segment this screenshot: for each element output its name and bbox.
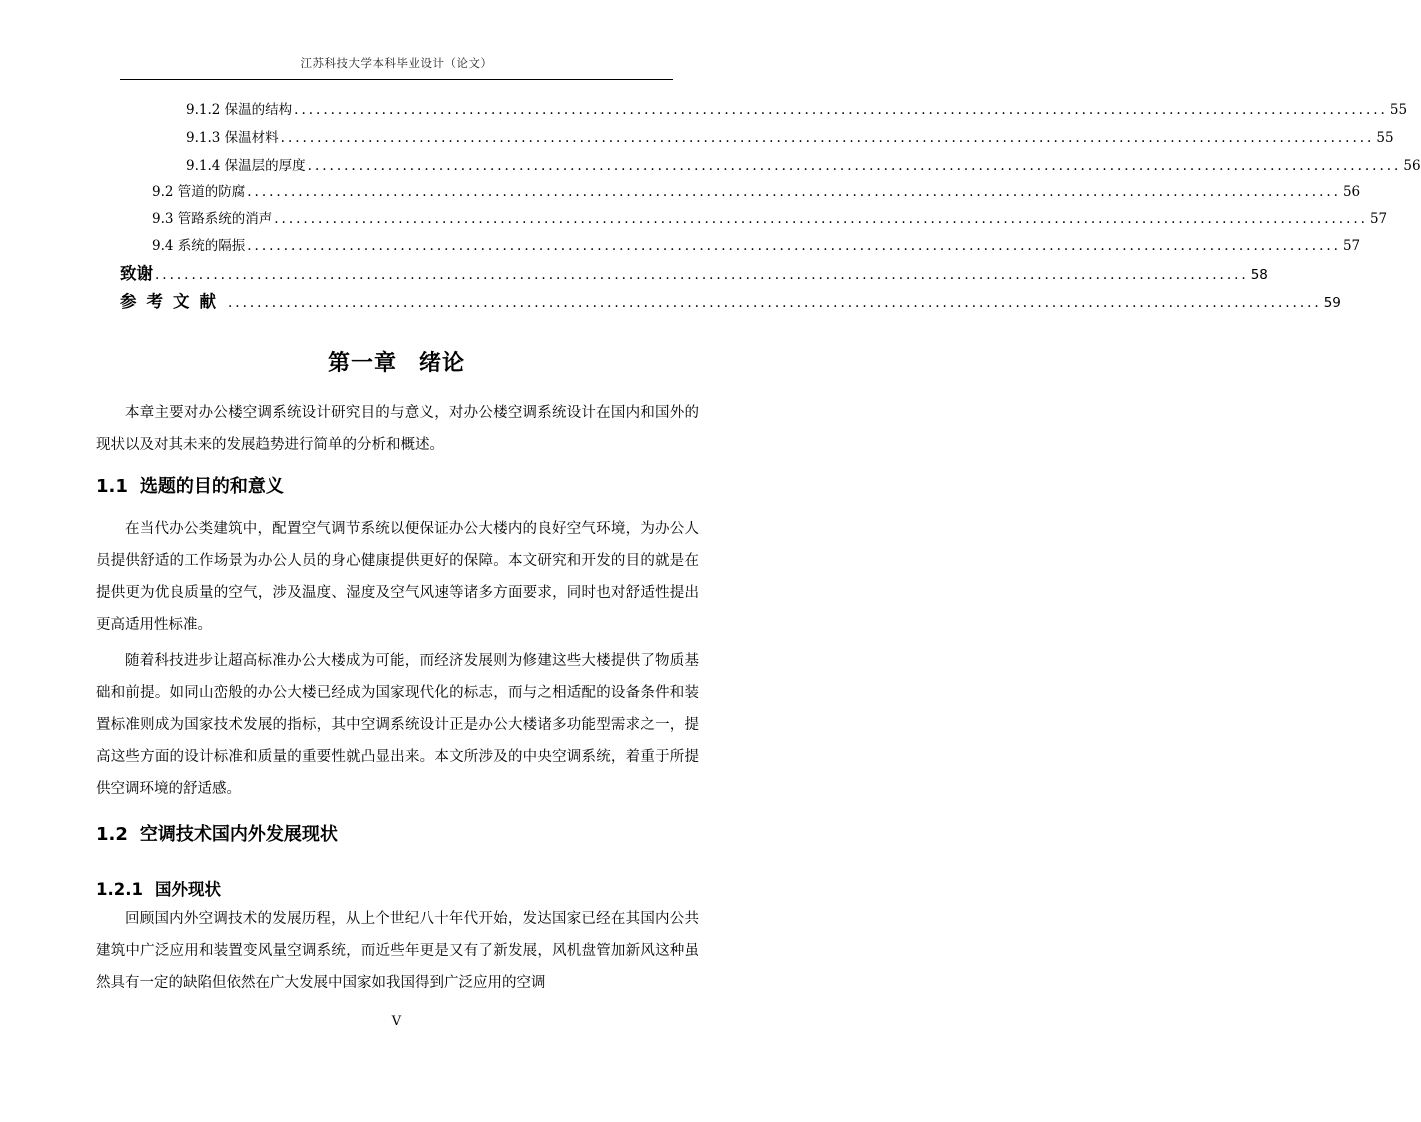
toc-entry[interactable] [186, 98, 1408, 126]
toc-entry-page: 57 [1342, 238, 1361, 254]
toc-entry-label: 9.4 系统的隔振 [152, 238, 246, 254]
toc-entry-label: 9.1.2 保温的结构 [186, 102, 293, 118]
running-header: 江苏科技大学本科毕业设计（论文） [300, 56, 493, 70]
toc-entry-label: 9.1.3 保温材料 [186, 130, 279, 146]
section-title: 空调技术国内外发展现状 [139, 824, 338, 845]
toc-entry[interactable] [186, 154, 1421, 182]
toc-dot-leader: ...................................................................................................................................................... [155, 267, 1249, 283]
toc-entry[interactable] [152, 234, 1361, 262]
page-number: V [391, 1014, 402, 1029]
subsection-title: 国外现状 [154, 880, 221, 899]
toc-entry-label: 致谢 [120, 264, 153, 283]
toc-entry-label: 参考文献 [120, 292, 226, 311]
toc-entry-page: 56 [1342, 184, 1361, 200]
toc-dot-leader: ...................................................................................................................................................... [247, 184, 1341, 200]
toc-entry-page: 59 [1323, 295, 1341, 311]
toc-entry[interactable] [152, 180, 1361, 208]
chapter-intro-paragraph: 本章主要对办公楼空调系统设计研究目的与意义，对办公楼空调系统设计在国内和国外的现状以及对其未来的发展趋势进行简单的分析和概述。 [96, 405, 699, 453]
toc-entry[interactable] [152, 207, 1388, 235]
toc-entry[interactable] [120, 288, 1341, 316]
section-number: 1.1 [96, 476, 128, 497]
body-paragraph: 回顾国内外空调技术的发展历程，从上个世纪八十年代开始，发达国家已经在其国内公共建筑中广泛应用和装置变风量空调系统，而近些年更是又有了新发展，风机盘管加新风这种虽然具有一定的缺陷但依然在广大发展中国家如我国得到广泛应用的空调 [96, 911, 699, 991]
section-heading [96, 820, 338, 846]
toc-entry-label: 9.1.4 保温层的厚度 [186, 158, 306, 174]
toc-dot-leader: ...................................................................................................................................................... [307, 158, 1402, 174]
toc-dot-leader: ...................................................................................................................................................... [280, 130, 1375, 146]
toc-entry-page: 56 [1403, 158, 1421, 174]
toc-entry-page: 55 [1389, 102, 1408, 118]
chapter-number: 第一章 [327, 351, 397, 376]
subsection-heading [96, 876, 221, 900]
section-title: 选题的目的和意义 [139, 476, 284, 497]
body-paragraph: 在当代办公类建筑中，配置空气调节系统以便保证办公大楼内的良好空气环境，为办公人员提供舒适的工作场景为办公人员的身心健康提供更好的保障。本文研究和开发的目的就是在提供更为优良质量的空气，涉及温度、湿度及空气风速等诸多方面要求，同时也对舒适性提出更高适用性标准。 [96, 521, 699, 633]
toc-dot-leader: ...................................................................................................................................................... [294, 102, 1388, 118]
toc-entry-page: 57 [1369, 211, 1388, 227]
section-heading [96, 472, 284, 498]
chapter-title [0, 346, 793, 377]
toc-entry[interactable] [120, 260, 1268, 288]
toc-entry-page: 55 [1376, 130, 1394, 146]
toc-entry-label: 9.2 管道的防腐 [152, 184, 246, 200]
chapter-name: 绪论 [419, 351, 466, 376]
toc-dot-leader: ...................................................................................................................................................... [247, 238, 1341, 254]
toc-entry[interactable] [186, 126, 1394, 154]
toc-dot-leader: ...................................................................................................................................................... [274, 211, 1368, 227]
toc-dot-leader: ...................................................................................................................................................... [228, 295, 1322, 311]
toc-entry-page: 58 [1250, 267, 1268, 283]
toc-entry-label: 9.3 管路系统的消声 [152, 211, 273, 227]
subsection-number: 1.2.1 [96, 880, 143, 899]
header-rule [120, 79, 673, 80]
body-paragraph: 随着科技进步让超高标准办公大楼成为可能，而经济发展则为修建这些大楼提供了物质基础和前提。如同山峦般的办公大楼已经成为国家现代化的标志，而与之相适配的设备条件和装置标准则成为国家技术发展的指标，其中空调系统设计正是办公大楼诸多功能型需求之一，提高这些方面的设计标准和质量的重要性就凸显出来。本文所涉及的中央空调系统，着重于所提供空调环境的舒适感。 [96, 653, 699, 797]
section-number: 1.2 [96, 824, 128, 845]
